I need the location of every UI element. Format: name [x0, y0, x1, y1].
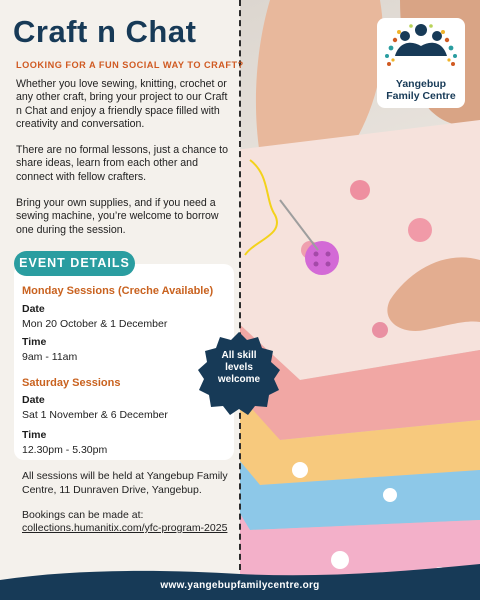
badge-line2: levels	[225, 362, 253, 373]
dashed-divider	[239, 0, 241, 570]
bookings-link[interactable]: collections.humanitix.com/yfc-program-2025	[22, 522, 228, 534]
venue-text: All sessions will be held at Yangebup Family Centre, 11 Dunraven Drive, Yangebup.	[22, 470, 228, 496]
saturday-time-label: Time	[22, 429, 47, 441]
subtitle: LOOKING FOR A FUN SOCIAL WAY TO CRAFT?	[16, 60, 244, 70]
website-link[interactable]: www.yangebupfamilycentre.org	[160, 580, 320, 591]
saturday-date: Sat 1 November & 6 December	[22, 409, 168, 421]
yangebup-logo	[377, 18, 465, 108]
intro-paragraph-1: Whether you love sewing, knitting, crochet or any other craft, bring your project to our Craft n Chat and enjoy a friendly space filled with creativity and conversation.	[16, 78, 228, 130]
bookings-label: Bookings can be made at:	[22, 509, 144, 521]
badge-line1: All skill	[221, 350, 257, 361]
saturday-time: 12.30pm - 5.30pm	[22, 444, 108, 456]
family-centre-logo-icon	[377, 18, 465, 74]
page-title: Craft n Chat	[13, 14, 197, 49]
monday-session-title: Monday Sessions (Creche Available)	[22, 285, 214, 297]
saturday-session-title: Saturday Sessions	[22, 377, 121, 389]
logo-name-line1: Yangebup	[395, 78, 447, 90]
monday-time-label: Time	[22, 336, 47, 348]
monday-time: 9am - 11am	[22, 351, 78, 363]
event-details-heading: EVENT DETAILS	[14, 251, 135, 276]
badge-line3: welcome	[217, 374, 261, 385]
logo-name-line2: Family Centre	[386, 90, 456, 102]
saturday-date-label: Date	[22, 394, 45, 406]
intro-paragraph-3: Bring your own supplies, and if you need a sewing machine, you’re welcome to borrow one during the session.	[16, 197, 219, 236]
monday-date-label: Date	[22, 303, 45, 315]
intro-paragraph-2: There are no formal lessons, just a chance to share ideas, learn from each other and connect with fellow crafters.	[16, 144, 228, 183]
monday-date: Mon 20 October & 1 December	[22, 318, 168, 330]
